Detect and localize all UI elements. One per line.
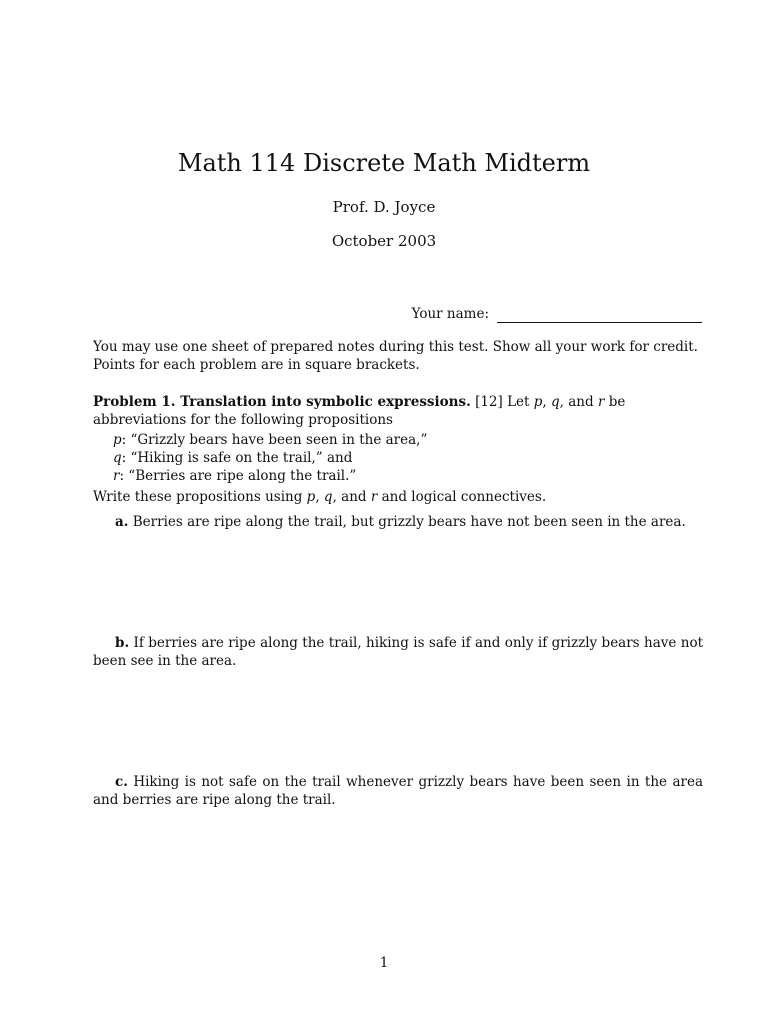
part-label: a.: [115, 514, 129, 530]
symbol-p: p: [533, 394, 543, 410]
proposition-symbol: q: [113, 450, 122, 466]
proposition-symbol: p: [113, 432, 122, 448]
problem-1-intro-text-a: Let: [507, 394, 530, 410]
proposition-text: : “Berries are ripe along the trail.”: [119, 468, 357, 484]
part-label: c.: [115, 774, 128, 790]
symbol-q: q: [551, 394, 560, 410]
proposition-p: [113, 431, 427, 449]
instruction-text-a: Write these propositions using: [93, 489, 303, 505]
problem-1-intro-text-b: be abbreviations for the following propositions: [93, 394, 626, 428]
symbol-p: p: [306, 489, 316, 505]
part-text: Hiking is not safe on the trail whenever grizzly bears have been seen in the area and berries are ripe along the trail.: [93, 774, 703, 808]
part-text: If berries are ripe along the trail, hiking is safe if and only if grizzly bears have not been see in the area.: [93, 635, 703, 669]
instructions-paragraph: You may use one sheet of prepared notes during this test. Show all your work for credit. Points for each problem are in square brackets.: [93, 339, 698, 373]
problem-1-heading: Problem 1. Translation into symbolic expressions.: [93, 394, 471, 410]
page-number: 1: [379, 955, 389, 971]
exam-author: Prof. D. Joyce: [332, 198, 436, 216]
proposition-text: : “Hiking is safe on the trail,” and: [121, 450, 353, 466]
proposition-r: [113, 467, 356, 485]
part-label: b.: [115, 635, 130, 651]
instruction-text-b: and logical connectives.: [381, 489, 547, 505]
part-b: [93, 634, 703, 670]
symbol-r: r: [597, 394, 605, 410]
part-text: Berries are ripe along the trail, but grizzly bears have not been seen in the area.: [132, 514, 686, 530]
part-a: [93, 513, 703, 531]
proposition-q: [113, 449, 352, 467]
part-c: [93, 773, 703, 809]
exam-title: Math 114 Discrete Math Midterm: [177, 149, 591, 177]
name-field[interactable]: [412, 305, 702, 323]
proposition-symbol: r: [113, 468, 120, 484]
problem-1-instruction: Write these propositions using p, q, and r and logical connectives.: [93, 489, 547, 505]
problem-1-intro: Problem 1. Translation into symbolic expressions. [12] Let p, q, and r be abbreviations for the following propositions: [93, 394, 626, 428]
name-blank-line[interactable]: [497, 308, 702, 323]
exam-date: October 2003: [331, 232, 437, 250]
symbol-q: q: [323, 489, 333, 505]
symbol-r: r: [370, 489, 378, 505]
problem-1-points: [12]: [475, 394, 503, 410]
proposition-text: : “Grizzly bears have been seen in the area,”: [121, 432, 428, 448]
name-label: Your name:: [411, 306, 489, 322]
